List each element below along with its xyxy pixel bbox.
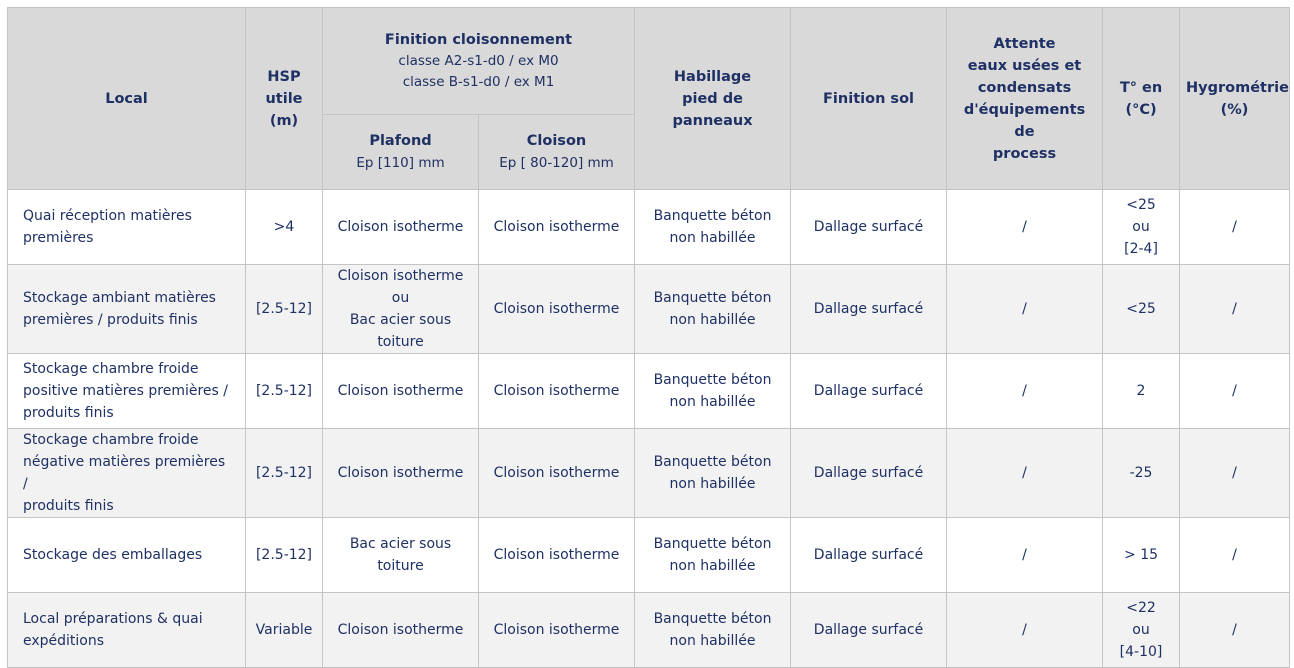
cell-temp: <25 ou [2-4]	[1103, 190, 1180, 265]
header-attente: Attente eaux usées et condensats d'équipements de process	[947, 8, 1103, 190]
cell-habillage: Banquette béton non habillée	[635, 518, 791, 593]
cell-cloison: Cloison isotherme	[479, 593, 635, 668]
cell-cloison: Cloison isotherme	[479, 265, 635, 354]
cell-attente: /	[947, 190, 1103, 265]
cell-plafond: Cloison isotherme	[323, 190, 479, 265]
cell-hsp: >4	[246, 190, 323, 265]
table-row	[8, 190, 1290, 265]
cell-attente: /	[947, 518, 1103, 593]
cell-plafond: Cloison isotherme	[323, 429, 479, 518]
cell-hygro: /	[1180, 354, 1290, 429]
cell-hsp: [2.5-12]	[246, 429, 323, 518]
cell-hygro: /	[1180, 518, 1290, 593]
cell-hygro: /	[1180, 190, 1290, 265]
table-header	[8, 8, 1290, 190]
cell-sol: Dallage surfacé	[791, 265, 947, 354]
cell-local: Quai réception matières premières	[8, 190, 246, 265]
cell-sol: Dallage surfacé	[791, 429, 947, 518]
cell-cloison: Cloison isotherme	[479, 518, 635, 593]
cell-hygro: /	[1180, 429, 1290, 518]
cell-sol: Dallage surfacé	[791, 593, 947, 668]
cell-hsp: Variable	[246, 593, 323, 668]
cell-hsp: [2.5-12]	[246, 518, 323, 593]
cell-sol: Dallage surfacé	[791, 190, 947, 265]
cell-cloison: Cloison isotherme	[479, 429, 635, 518]
cell-plafond: Cloison isotherme	[323, 354, 479, 429]
cell-hygro: /	[1180, 265, 1290, 354]
cell-sol: Dallage surfacé	[791, 518, 947, 593]
cell-plafond: Cloison isotherme ou Bac acier sous toiture	[323, 265, 479, 354]
cell-plafond: Cloison isotherme	[323, 593, 479, 668]
cell-habillage: Banquette béton non habillée	[635, 265, 791, 354]
cell-temp: <22 ou [4-10]	[1103, 593, 1180, 668]
cell-attente: /	[947, 429, 1103, 518]
cell-cloison: Cloison isotherme	[479, 190, 635, 265]
table-row	[8, 429, 1290, 518]
cell-local: Stockage chambre froide positive matières premières / produits finis	[8, 354, 246, 429]
cell-temp: <25	[1103, 265, 1180, 354]
cell-habillage: Banquette béton non habillée	[635, 429, 791, 518]
cell-habillage: Banquette béton non habillée	[635, 190, 791, 265]
cell-attente: /	[947, 593, 1103, 668]
cell-hsp: [2.5-12]	[246, 354, 323, 429]
header-finition-cloisonnement: Finition cloisonnement classe A2-s1-d0 / ex M0 classe B-s1-d0 / ex M1	[323, 8, 635, 115]
cell-local: Stockage des emballages	[8, 518, 246, 593]
cell-local: Stockage chambre froide négative matières premières / produits finis	[8, 429, 246, 518]
header-hsp: HSP utile (m)	[246, 8, 323, 190]
cell-cloison: Cloison isotherme	[479, 354, 635, 429]
cell-plafond: Bac acier sous toiture	[323, 518, 479, 593]
cell-habillage: Banquette béton non habillée	[635, 354, 791, 429]
table-row	[8, 518, 1290, 593]
table-row	[8, 354, 1290, 429]
cell-local: Local préparations & quai expéditions	[8, 593, 246, 668]
header-local: Local	[8, 8, 246, 190]
cell-temp: > 15	[1103, 518, 1180, 593]
header-cloison: Cloison Ep [ 80-120] mm	[479, 115, 635, 190]
header-finition-sol: Finition sol	[791, 8, 947, 190]
cell-habillage: Banquette béton non habillée	[635, 593, 791, 668]
cell-hsp: [2.5-12]	[246, 265, 323, 354]
header-hygrometrie: Hygrométrie (%)	[1180, 8, 1290, 190]
cell-temp: -25	[1103, 429, 1180, 518]
cell-sol: Dallage surfacé	[791, 354, 947, 429]
table-body	[8, 190, 1290, 668]
cell-hygro: /	[1180, 593, 1290, 668]
cell-temp: 2	[1103, 354, 1180, 429]
cell-attente: /	[947, 265, 1103, 354]
cell-attente: /	[947, 354, 1103, 429]
header-temperature: T° en (°C)	[1103, 8, 1180, 190]
table-row	[8, 265, 1290, 354]
cell-local: Stockage ambiant matières premières / produits finis	[8, 265, 246, 354]
specifications-table	[7, 7, 1290, 668]
table-row	[8, 593, 1290, 668]
header-habillage: Habillage pied de panneaux	[635, 8, 791, 190]
header-plafond: Plafond Ep [110] mm	[323, 115, 479, 190]
